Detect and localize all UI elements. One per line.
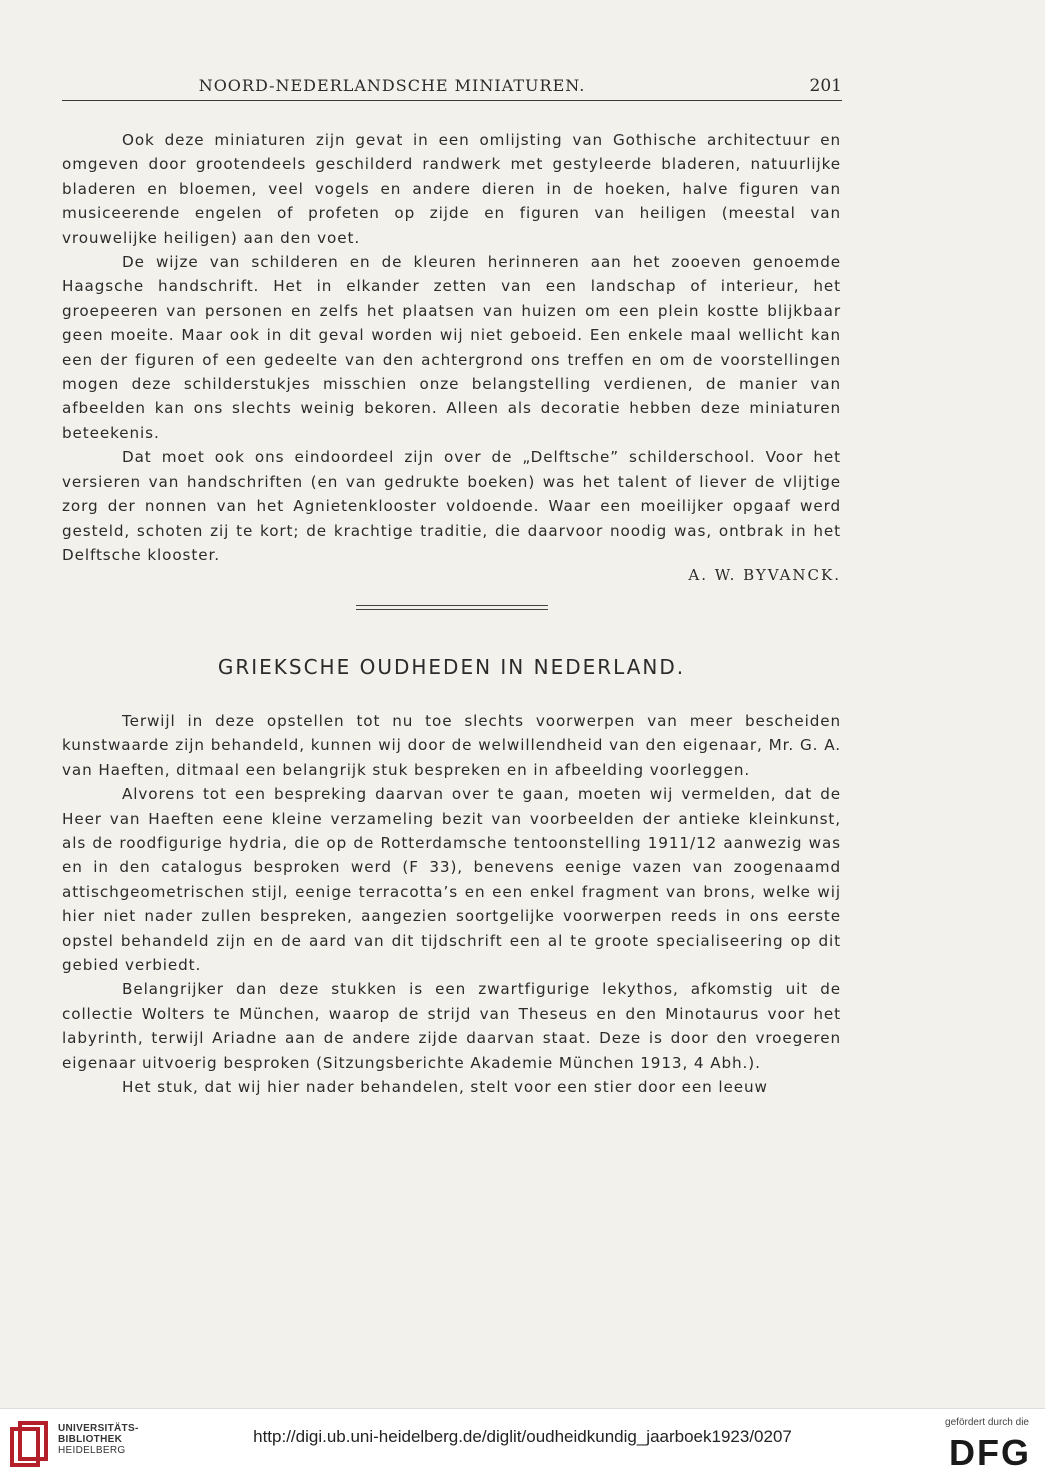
digitization-footer — [0, 1408, 1045, 1484]
dfg-logo: DFG — [949, 1432, 1031, 1473]
section-divider — [356, 605, 548, 613]
section-heading: GRIEKSCHE OUDHEDEN IN NEDERLAND. — [217, 655, 686, 679]
paragraph: Belangrijker dan deze stukken is een zwartfigurige lekythos, afkomstig uit de collectie Wolters te München, waarop de strijd van Theseus en den Minotaurus voor het labyrinth, terwijl Ariadne aan de andere zijde daarvan staat. Deze is door den vroegeren eigenaar uitvoerig besproken (Sitzungsberichte Akademie München 1913, 4 Abh.). — [62, 980, 841, 1072]
paragraph: Alvorens tot een bespreking daarvan over te gaan, moeten wij vermelden, dat de Heer van Haeften eene kleine verzameling bezit van voorbeelden der antieke kleinkunst, als de roodfigurige hydria, die op de Rotterdamsche tentoonstelling 1911/12 aanwezig was en in den catalogus besproken werd (F 33), benevens eenige vazen van zoogenaamd attischgeometrischen stijl, eenige terracotta’s en een enkel fragment van brons, welke wij hier niet nader zullen bespreken, aangezien soortgelijke voorwerpen reeds in ons eerste opstel behandeld zijn en de aard van dit tijdschrift een al te groote specialiseering op dit gebied verbiedt. — [62, 785, 841, 975]
funding-label: gefördert durch die — [945, 1417, 1029, 1428]
paragraph: Dat moet ook ons eindoordeel zijn over de „Delftsche” schilderschool. Voor het versieren van handschriften (en van gedrukte boeken) was het talent of liever de vlijtige zorg der nonnen van het Agnietenklooster voldoende. Waar een moeilijker opgaaf werd gesteld, schoten zij te kort; de krachtige traditie, die daarvoor noodig was, ontbrak in het Delftsche klooster. — [62, 448, 841, 564]
permalink-url[interactable]: http://digi.ub.uni-heidelberg.de/diglit/oudheidkundig_jaarboek1923/0207 — [253, 1427, 792, 1446]
paragraph: Het stuk, dat wij hier nader behandelen, stelt voor een stier door een leeuw — [122, 1078, 768, 1097]
paragraph: Terwijl in deze opstellen tot nu toe slechts voorwerpen van meer bescheiden kunstwaarde zijn behandeld, kunnen wij door de welwillendheid van den eigenaar, Mr. G. A. van Haeften, ditmaal een belangrijk stuk bespreken en in afbeelding voorleggen. — [62, 712, 841, 779]
running-head-title: NOORD-NEDERLANDSCHE MINIATUREN. — [198, 76, 586, 95]
paragraph: Ook deze miniaturen zijn gevat in een omlijsting van Gothische architectuur en omgeven door grootendeels geschilderd randwerk met gestyleerde bladeren, natuurlijke bladeren en bloemen, veel vogels en andere dieren in de hoeken, halve figuren van musiceerende engelen of profeten op zijde en figuren van heiligen (meestal van vrouwelijke heiligen) aan den voet. — [62, 131, 841, 247]
library-name-line: UNIVERSITÄTS- — [58, 1423, 139, 1434]
header-rule — [62, 100, 842, 101]
library-name-line: HEIDELBERG — [58, 1445, 126, 1456]
running-head — [62, 74, 842, 100]
library-name-line: BIBLIOTHEK — [58, 1434, 123, 1445]
article-miniaturen-body — [62, 128, 841, 567]
article-oudheden-body — [62, 709, 841, 1100]
page-number: 201 — [809, 76, 842, 96]
author-signature: A. W. BYVANCK. — [688, 566, 841, 584]
paragraph: De wijze van schilderen en de kleuren herinneren aan het zooeven genoemde Haagsche handschrift. Het in elkander zetten van een landschap of interieur, het groepeeren van personen en zelfs het plaatsen van huizen om een plein kostte blijkbaar geen moeite. Maar ook in dit geval worden wij niet geboeid. Een enkele maal wellicht kan een der figuren of een gedeelte van den achtergrond ons treffen en om de voorstellingen mogen deze schilderstukjes misschien onze belangstelling verdienen, de manier van afbeelden kan ons slechts weinig bekoren. Alleen als decoratie hebben deze miniaturen beteekenis. — [62, 253, 841, 442]
